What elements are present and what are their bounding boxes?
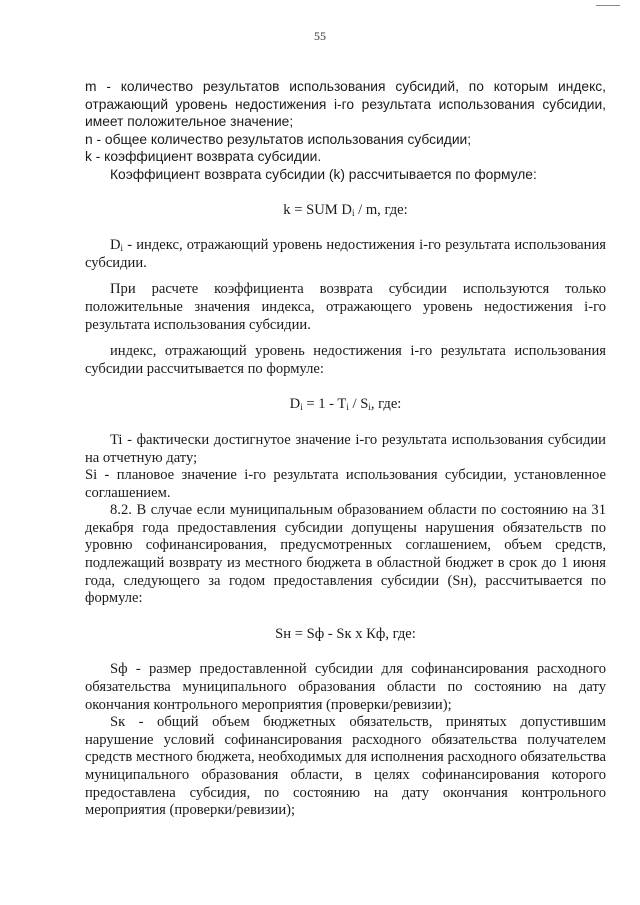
k-definition: k - коэффициент возврата субсидии. [85,149,322,165]
formula-sn: Sн = Sф - Sк х Кф, где: [275,625,416,642]
document-body [85,78,606,820]
formula-d: $D_i = 1 - T_i / S_i$, где: [289,396,402,413]
m-definition: m - количество результатов использования субсидий, по которым индекс, отражающий уровень недостижения i-го результата использования субсидии, имеет положительное значение; [85,79,606,130]
k-formula-intro: Коэффициент возврата субсидии (k) рассчитывается по формуле: [110,166,537,182]
sf-definition: Sф - размер предоставленной субсидии для софинансирования расходного обязательства муниципального образования области по состоянию на дату окончания контрольного мероприятия (проверки/ревизии); [85,661,606,713]
n-definition: n - общее количество результатов использования субсидии; [85,131,472,147]
clause-8-2: 8.2. В случае если муниципальным образованием области по состоянию на 31 декабря года предоставления субсидии допущены нарушения обязательств по уровню софинансирования, предусмотренных соглашением, объем средств, подлежащий возврату из местного бюджета в областной бюджет в срок до 1 июня года, следующего за годом предоставления субсидии (Sн), рассчитывается по формуле: [85,502,606,607]
index-formula-intro: индекс, отражающий уровень недостижения i-го результата использования субсидии рассчитывается по формуле: [85,343,606,377]
page-number: 55 [314,29,326,43]
si-definition: Si - плановое значение i-го результата использования субсидии, установленное соглашением. [85,467,606,501]
corner-mark [596,0,620,6]
ti-definition: Ti - фактически достигнутое значение i-го результата использования субсидии на отчетную дату; [85,431,606,466]
formula-k: k = SUM $D_i$ / m, где: [283,201,408,218]
positive-values-note: При расчете коэффициента возврата субсидии используются только положительные значения индекса, отражающего уровень недостижения i-го результата использования субсидии. [85,281,606,333]
di-definition: $D_i$ - индекс, отражающий уровень недостижения i-го результата использования субсидии. [85,237,606,271]
sk-definition: Sк - общий объем бюджетных обязательств, принятых допустившим нарушение условий софинансирования расходного обязательства получателем средств местного бюджета, необходимых для исполнения расходного обязательства муниципального образования области, в целях софинансирования которого предоставлена субсидия, по состоянию на дату окончания контрольного мероприятия (проверки/ревизии); [85,714,606,819]
